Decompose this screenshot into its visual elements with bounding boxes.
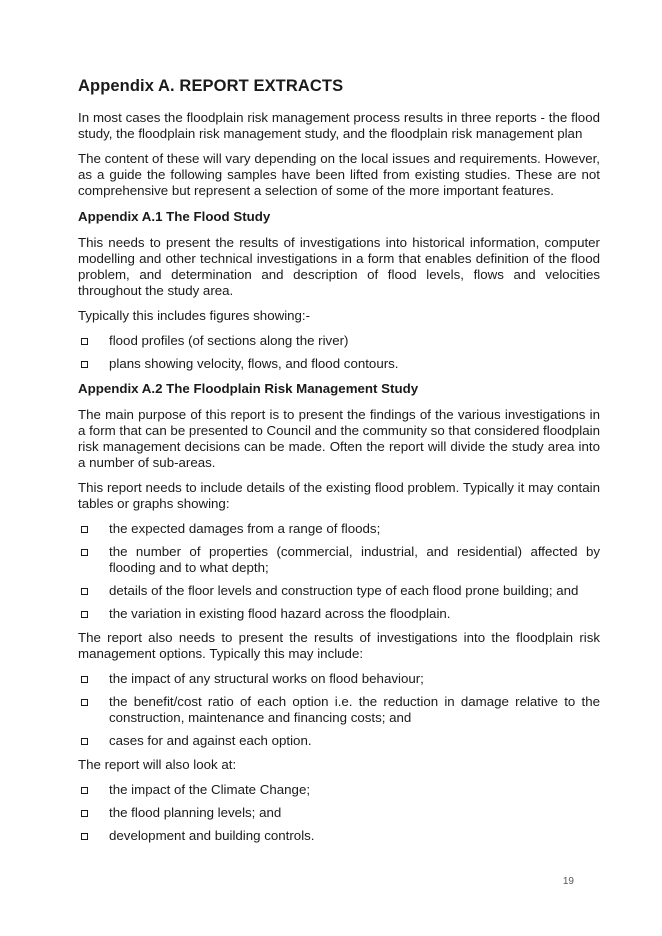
hollow-square-icon	[81, 549, 88, 556]
list-item	[78, 521, 600, 537]
paragraph: The report also needs to present the results of investigations into the floodplain risk management options. Typically this may include:	[78, 630, 600, 661]
list-item	[78, 544, 600, 576]
hollow-square-icon	[81, 361, 88, 368]
hollow-square-icon	[81, 611, 88, 618]
section-heading-flood-study: Appendix A.1 The Flood Study	[78, 209, 271, 224]
hollow-square-icon	[81, 526, 88, 533]
list-item-text: the variation in existing flood hazard across the floodplain.	[109, 606, 451, 621]
list-item-text: the expected damages from a range of floods;	[109, 521, 381, 536]
list-item-text: development and building controls.	[109, 828, 315, 843]
list-item	[78, 733, 600, 749]
hollow-square-icon	[81, 338, 88, 345]
list-item	[78, 694, 600, 726]
hollow-square-icon	[81, 699, 88, 706]
list-item-text: cases for and against each option.	[109, 733, 312, 748]
paragraph: Typically this includes figures showing:-	[78, 308, 311, 323]
list-item	[78, 805, 600, 821]
list-item-text: plans showing velocity, flows, and flood contours.	[109, 356, 399, 371]
list-item-text: the number of properties (commercial, industrial, and residential) affected by flooding and to what depth;	[109, 544, 600, 575]
hollow-square-icon	[81, 833, 88, 840]
bullet-list	[78, 521, 600, 622]
list-item	[78, 333, 600, 349]
list-item	[78, 356, 600, 372]
hollow-square-icon	[81, 588, 88, 595]
paragraph: The report will also look at:	[78, 757, 237, 772]
section-heading-risk-management-study: Appendix A.2 The Floodplain Risk Management Study	[78, 381, 419, 396]
list-item-text: details of the floor levels and construction type of each flood prone building; and	[109, 583, 579, 598]
list-item	[78, 782, 600, 798]
intro-paragraph: In most cases the floodplain risk management process results in three reports - the flood study, the floodplain risk management study, and the floodplain risk management plan	[78, 110, 600, 141]
paragraph: The main purpose of this report is to present the findings of the various investigations in a form that can be presented to Council and the community so that considered floodplain risk management decisions can be made. Often the report will divide the study area into a number of sub-areas.	[78, 407, 600, 470]
bullet-list	[78, 782, 600, 844]
list-item-text: the impact of any structural works on flood behaviour;	[109, 671, 424, 686]
list-item	[78, 671, 600, 687]
hollow-square-icon	[81, 787, 88, 794]
list-item-text: flood profiles (of sections along the river)	[109, 333, 349, 348]
paragraph: This needs to present the results of investigations into historical information, computer modelling and other technical investigations in a form that enables definition of the flood problem, and determination and description of flood levels, flows and velocities throughout the study area.	[78, 235, 600, 298]
hollow-square-icon	[81, 738, 88, 745]
intro-paragraph: The content of these will vary depending on the local issues and requirements. However, as a guide the following samples have been lifted from existing studies. These are not comprehensive but represent a selection of some of the more important features.	[78, 151, 600, 198]
page-number: 19	[562, 876, 574, 887]
page-title: Appendix A. REPORT EXTRACTS	[78, 77, 344, 95]
list-item-text: the flood planning levels; and	[109, 805, 282, 820]
bullet-list	[78, 333, 600, 372]
list-item-text: the benefit/cost ratio of each option i.e. the reduction in damage relative to the construction, maintenance and financing costs; and	[109, 694, 600, 725]
bullet-list	[78, 671, 600, 749]
paragraph: This report needs to include details of the existing flood problem. Typically it may contain tables or graphs showing:	[78, 480, 600, 511]
list-item	[78, 583, 600, 599]
document-page	[78, 75, 600, 852]
list-item-text: the impact of the Climate Change;	[109, 782, 311, 797]
list-item	[78, 606, 600, 622]
list-item	[78, 828, 600, 844]
hollow-square-icon	[81, 810, 88, 817]
hollow-square-icon	[81, 676, 88, 683]
